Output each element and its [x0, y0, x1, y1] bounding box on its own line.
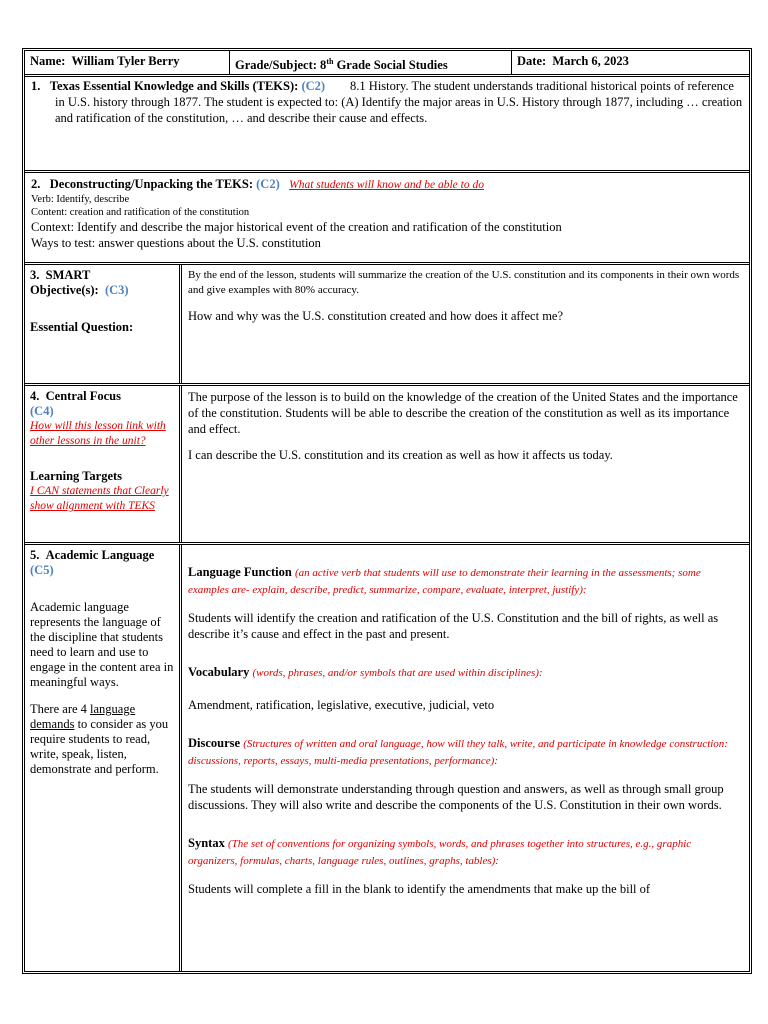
- date-label: Date:: [517, 54, 547, 68]
- section2-verb: Verb: Identify, describe: [31, 194, 130, 206]
- name-value: William Tyler Berry: [71, 54, 180, 68]
- section2-context: Context: Identify and describe the major historical event of the creation and ratification of the constitution: [31, 220, 562, 235]
- grade-sup: th: [326, 57, 334, 66]
- name-cell: [25, 51, 230, 74]
- section1-number: 1.: [31, 79, 41, 94]
- section-teks: [25, 77, 749, 173]
- section3-code: (C3): [104, 283, 129, 298]
- section2-hint: What students will know and be able to do: [289, 179, 484, 192]
- date-cell: [512, 51, 749, 74]
- section2-code: (C2): [256, 177, 280, 192]
- section4-title: Central Focus: [45, 389, 121, 404]
- vocabulary-heading: Vocabulary (words, phrases, and/or symbols that are used within disciplines):: [188, 665, 543, 680]
- section3-right: [182, 265, 749, 383]
- section2-number: 2.: [31, 177, 41, 192]
- lesson-plan-form: [22, 48, 752, 974]
- name-label: Name:: [30, 54, 66, 68]
- section-central-focus: [25, 386, 749, 545]
- section2-content: Content: creation and ratification of the constitution: [31, 207, 250, 219]
- learning-targets-label: Learning Targets: [30, 469, 123, 484]
- section5-right: [182, 545, 749, 971]
- section4-code: (C4): [30, 404, 54, 419]
- syntax-heading: Syntax (The set of conventions for organizing symbols, words, and phrases together into structures, e.g., graphic organizers, formulas, charts, language rules, outlines, graphs, tables):: [188, 836, 692, 868]
- section3-number: 3.: [30, 268, 40, 283]
- grade-cell: [230, 51, 512, 74]
- syntax-text: Students will complete a fill in the blank to identify the amendments that make up the bill of: [188, 882, 651, 897]
- section3-title: SMART Objective(s):: [30, 268, 99, 298]
- language-function-text: Students will identify the creation and ratification of the U.S. Constitution and the bill of rights, as well as describe it’s cause and effect in the past and present.: [188, 611, 719, 642]
- date-value: March 6, 2023: [552, 54, 629, 68]
- section5-number: 5.: [30, 548, 40, 563]
- essential-question-text: How and why was the U.S. constitution created and how does it affect me?: [188, 309, 564, 324]
- section-deconstructing: [25, 173, 749, 265]
- central-focus-hint: How will this lesson link with other lessons in the unit?: [30, 420, 166, 448]
- language-demands-text: There are 4 language demands to consider as you require students to read, write, speak, listen, demonstrate and perform.: [30, 702, 169, 777]
- section4-left: [25, 386, 182, 542]
- central-focus-text: The purpose of the lesson is to build on the knowledge of the creation of the United States and the importance of the constitution. Students will be able to describe the creation of the constitution as well as its importance and effect.: [188, 390, 738, 437]
- smart-objective-text: By the end of the lesson, students will summarize the creation of the U.S. constitution and its components in their own words and give examples with 80% accuracy.: [188, 269, 740, 297]
- learning-targets-hint: I CAN statements that Clearly show alignment with TEKS: [30, 485, 169, 513]
- discourse-text: The students will demonstrate understanding through question and answers, as well as through small group discussions. They will also write and describe the components of the U.S. Constitution in their own words.: [188, 782, 724, 813]
- section-smart-objective: [25, 265, 749, 386]
- discourse-heading: Discourse (Structures of written and oral language, how will they talk, write, and participate in knowledge construction: discussions, reports, essays, multi-media presentations, performance):: [188, 736, 728, 768]
- section5-title: Academic Language: [45, 548, 155, 563]
- section2-title: Deconstructing/Unpacking the TEKS:: [49, 177, 254, 192]
- learning-target-text: I can describe the U.S. constitution and its creation as well as how it affects us today.: [188, 448, 613, 463]
- grade-label: Grade/Subject: 8: [235, 58, 327, 73]
- section5-left: [25, 545, 182, 971]
- section-academic-language: [25, 545, 749, 971]
- academic-language-desc: Academic language represents the language of the discipline that students need to learn and use to engage in the content area in meaningful ways.: [30, 600, 174, 690]
- section3-left: [25, 265, 182, 383]
- section1-title: Texas Essential Knowledge and Skills (TEKS):: [49, 79, 299, 94]
- header-row: [25, 51, 749, 77]
- section1-code: (C2): [301, 79, 326, 94]
- section5-code: (C5): [30, 563, 54, 578]
- section2-ways: Ways to test: answer questions about the U.S. constitution: [31, 236, 321, 251]
- section1-body: 8.1 History. The student understands traditional historical points of reference in U.S. history through 1877. The student is expected to: (A) Identify the major areas in U.S. History through 1877, including … creation and ratification of the constitution, … and describe their cause and effects.: [55, 79, 743, 126]
- section4-number: 4.: [30, 389, 40, 404]
- grade-value: Grade Social Studies: [333, 58, 448, 73]
- section4-right: [182, 386, 749, 542]
- vocabulary-text: Amendment, ratification, legislative, executive, judicial, veto: [188, 698, 495, 713]
- essential-question-label: Essential Question:: [30, 320, 134, 335]
- language-function-heading: Language Function (an active verb that students will use to demonstrate their learning in the assessments; some examples are- explain, describe, predict, summarize, compare, evaluate, interpret, justify):: [188, 565, 701, 597]
